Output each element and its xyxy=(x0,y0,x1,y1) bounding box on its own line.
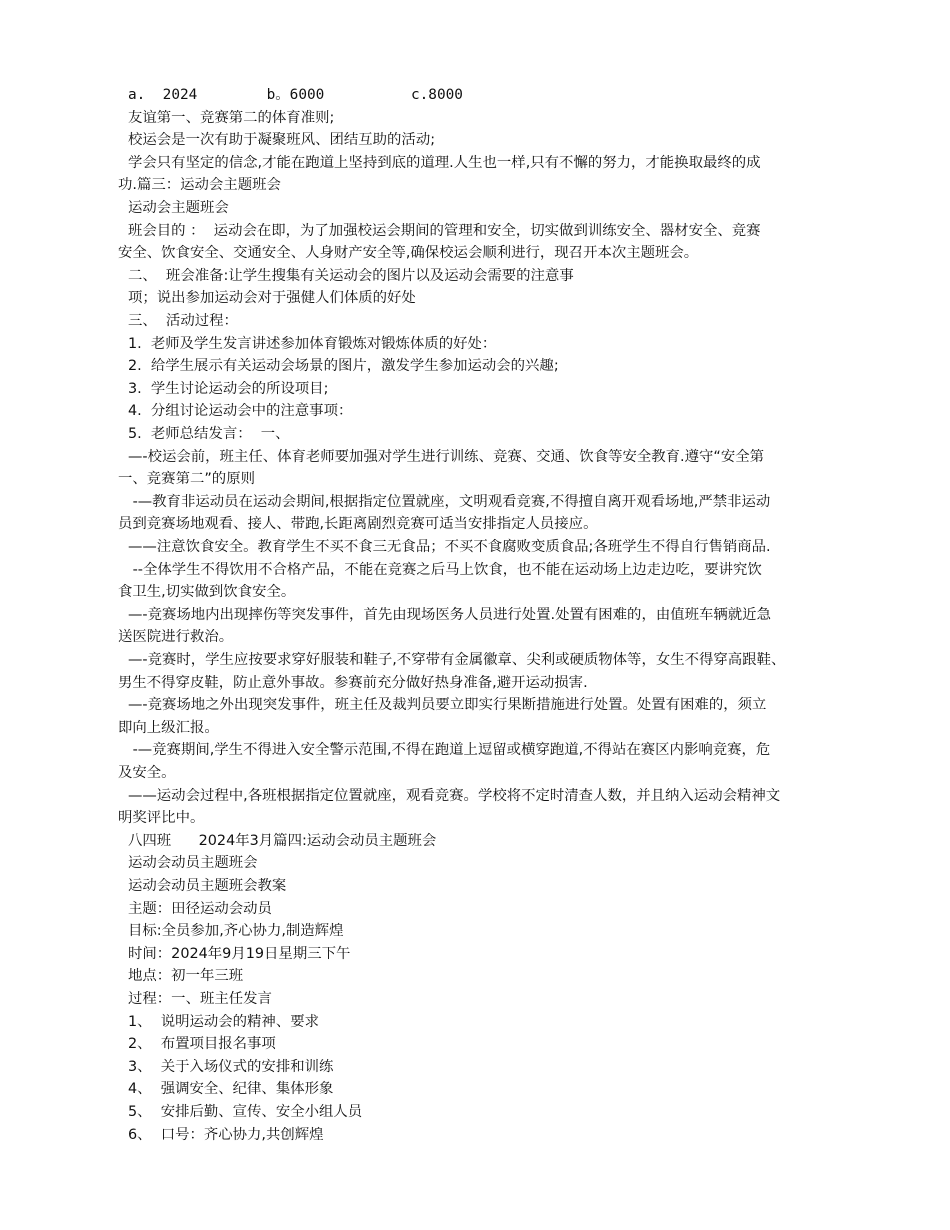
text-line: 4、 强调安全、纪律、集体形象 xyxy=(128,1081,334,1098)
text-line: 运动会动员主题班会教案 xyxy=(128,878,287,894)
text-line: a. 2024 b。6000 c.8000 xyxy=(128,87,463,103)
text-line: 校运会是一次有助于凝聚班风、团结互助的活动; xyxy=(128,132,436,149)
text-line: 1. 老师及学生发言讲述参加体育锻炼对锻炼体质的好处： xyxy=(128,335,497,352)
text-line: -—竞赛期间,学生不得进入安全警示范围,不得在跑道上逗留或横穿跑道,不得站在赛区内影响竞赛，危 xyxy=(128,742,771,759)
text-line: 三、 活动过程： xyxy=(128,313,238,329)
text-line: 2. 给学生展示有关运动会场景的图片，激发学生参加运动会的兴趣; xyxy=(128,358,559,375)
text-line: 3、 关于入场仪式的安排和训练 xyxy=(128,1058,334,1075)
text-line: 过程：一、班主任发言 xyxy=(128,991,272,1007)
text-line: 食卫生,切实做到饮食安全。 xyxy=(118,584,296,601)
text-line: 男生不得穿皮鞋，防止意外事故。参赛前充分做好热身准备,避开运动损害. xyxy=(118,674,588,691)
text-line: 5. 老师总结发言： 一、 xyxy=(128,426,290,442)
text-line: 运动会动员主题班会 xyxy=(128,855,258,872)
text-line: 八四班 2024年3月篇四:运动会动员主题班会 xyxy=(128,832,437,849)
text-line: 3. 学生讨论运动会的所设项目; xyxy=(128,380,329,397)
text-line: 时间：2024年9月19日星期三下午 xyxy=(128,945,351,962)
text-line: 地点：初一年三班 xyxy=(128,968,244,985)
text-line: 5、 安排后勤、宣传、安全小组人员 xyxy=(128,1104,363,1120)
text-line: —-校运会前，班主任、体育老师要加强对学生进行训练、竞赛、交通、饮食等安全教育.遵守“安全第 xyxy=(128,448,765,465)
text-line: —-竞赛时，学生应按要求穿好服装和鞋子,不穿带有金属徽章、尖利或硬质物体等，女生不得穿高跟鞋、 xyxy=(128,652,786,668)
text-line: 安全、饮食安全、交通安全、人身财产安全等,确保校运会顺利进行，现召开本次主题班会。 xyxy=(118,245,699,262)
text-line: —-竞赛场地内出现摔伤等突发事件，首先由现场医务人员进行处置.处置有困难的，由值班车辆就近急 xyxy=(128,606,771,623)
text-line: --全体学生不得饮用不合格产品，不能在竞赛之后马上饮食，也不能在运动场上边走边吃，要讲究饮 xyxy=(128,561,762,578)
text-line: 二、 班会准备:让学生搜集有关运动会的图片以及运动会需要的注意事 xyxy=(128,267,574,284)
text-line: 6、 口号：齐心协力,共创辉煌 xyxy=(128,1126,324,1143)
text-line: 项；说出参加运动会对于强健人们体质的好处 xyxy=(128,290,416,307)
text-line: -—教育非运动员在运动会期间,根据指定位置就座，文明观看竞赛,不得擅自离开观看场地,严禁非运动 xyxy=(128,493,771,510)
text-line: 运动会主题班会 xyxy=(128,200,229,216)
text-line: 班会目的 ： 运动会在即，为了加强校运会期间的管理和安全，切实做到训练安全、器材安全、竞赛 xyxy=(128,222,761,239)
text-line: 主题：田径运动会动员 xyxy=(128,900,272,917)
text-line: 友谊第一、竞赛第二的体育准则; xyxy=(128,109,335,126)
text-line: 明奖评比中。 xyxy=(118,810,205,827)
text-line: 目标:全员参加,齐心协力,制造辉煌 xyxy=(128,923,344,940)
text-line: 4. 分组讨论运动会中的注意事项： xyxy=(128,403,353,420)
text-line: 一、竞赛第二”的原则 xyxy=(118,471,255,488)
text-line: 功.篇三：运动会主题班会 xyxy=(118,177,281,194)
text-line: 及安全。 xyxy=(118,765,176,781)
text-line: 即向上级汇报。 xyxy=(118,719,219,736)
text-line: ——运动会过程中,各班根据指定位置就座，观看竞赛。学校将不定时清查人数，并且纳入运动会精神文 xyxy=(128,787,781,804)
text-line: 员到竞赛场地观看、接人、带跑,长距离剧烈竞赛可适当安排指定人员接应。 xyxy=(118,516,598,533)
text-line: 学会只有坚定的信念,才能在跑道上坚持到底的道理.人生也一样,只有不懈的努力，才能换取最终的成 xyxy=(128,154,761,171)
text-line: —-竞赛场地之外出现突发事件，班主任及裁判员要立即实行果断措施进行处置。处置有困难的，须立 xyxy=(128,697,767,714)
text-line: 1、 说明运动会的精神、要求 xyxy=(128,1013,319,1030)
text-line: 送医院进行救治。 xyxy=(118,629,234,646)
text-line: ——注意饮食安全。教育学生不买不食三无食品；不买不食腐败变质食品;各班学生不得自行售销商品. xyxy=(128,539,771,555)
text-line: 2、 布置项目报名事项 xyxy=(128,1036,276,1053)
